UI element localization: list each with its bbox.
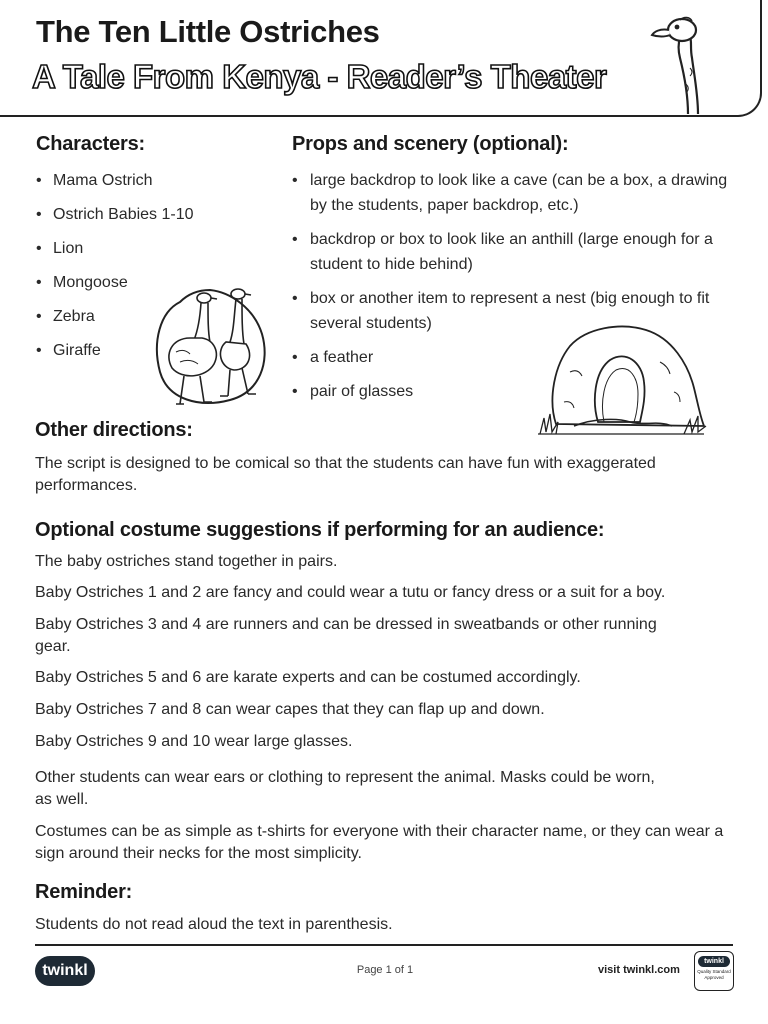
costume-paragraph: Baby Ostriches 7 and 8 can wear capes that they can flap up and down. [35,701,545,718]
list-item: • Giraffe [36,340,296,374]
visit-link[interactable]: visit twinkl.com [598,964,680,976]
costume-paragraph: Other students can wear ears or clothing to represent the animal. Masks could be worn, as well. [35,769,655,808]
badge-text: Quality Standard Approved [697,969,731,980]
page-number: Page 1 of 1 [356,964,414,976]
twinkl-logo[interactable]: twinkl [35,956,95,986]
quality-badge [694,951,734,991]
list-item: • Mongoose [36,272,296,306]
list-item: • Mama Ostrich [36,170,296,204]
costume-heading: Optional costume suggestions if performing for an audience: [35,519,605,541]
list-item: • box or another item to represent a nest (big enough to fit several students) [292,286,732,336]
costume-paragraph: Baby Ostriches 1 and 2 are fancy and could wear a tutu or fancy dress or a suit for a boy. [35,584,666,601]
list-item: • backdrop or box to look like an anthill (large enough for a student to hide behind) [292,227,732,277]
list-item: • large backdrop to look like a cave (can be a box, a drawing by the students, paper backdrop, etc.) [292,168,732,218]
costume-paragraph: Costumes can be as simple as t-shirts for everyone with their character name, or they can wear a sign around their necks for the most simplicity. [35,823,724,862]
list-item: • pair of glasses [292,379,732,404]
reminder-text: Students do not read aloud the text in parenthesis. [35,916,393,933]
costume-paragraph: Baby Ostriches 9 and 10 wear large glasses. [35,733,353,750]
list-item: • Zebra [36,306,296,340]
costume-paragraph: Baby Ostriches 3 and 4 are runners and can be dressed in sweatbands or other running gear. [35,616,657,655]
list-item: • Lion [36,238,296,272]
directions-text: The script is designed to be comical so that the students can have fun with exaggerated performances. [35,455,656,494]
ostrich-pair-illustration [150,282,272,410]
badge-brand: twinkl [698,956,730,967]
list-item: • Ostrich Babies 1-10 [36,204,296,238]
costume-paragraph: The baby ostriches stand together in pairs. [35,553,338,570]
ostrich-head-illustration [640,8,720,116]
footer-divider [35,944,733,946]
props-heading: Props and scenery (optional): [292,133,569,155]
page-title: The Ten Little Ostriches [36,14,380,49]
characters-heading: Characters: [36,133,145,155]
directions-heading: Other directions: [35,419,193,441]
list-item: • a feather [292,345,732,370]
costume-paragraph: Baby Ostriches 5 and 6 are karate experts and can be costumed accordingly. [35,669,581,686]
cave-illustration [534,322,712,444]
page-subtitle: A Tale From Kenya - Reader’s Theater [32,58,607,95]
reminder-heading: Reminder: [35,881,133,903]
